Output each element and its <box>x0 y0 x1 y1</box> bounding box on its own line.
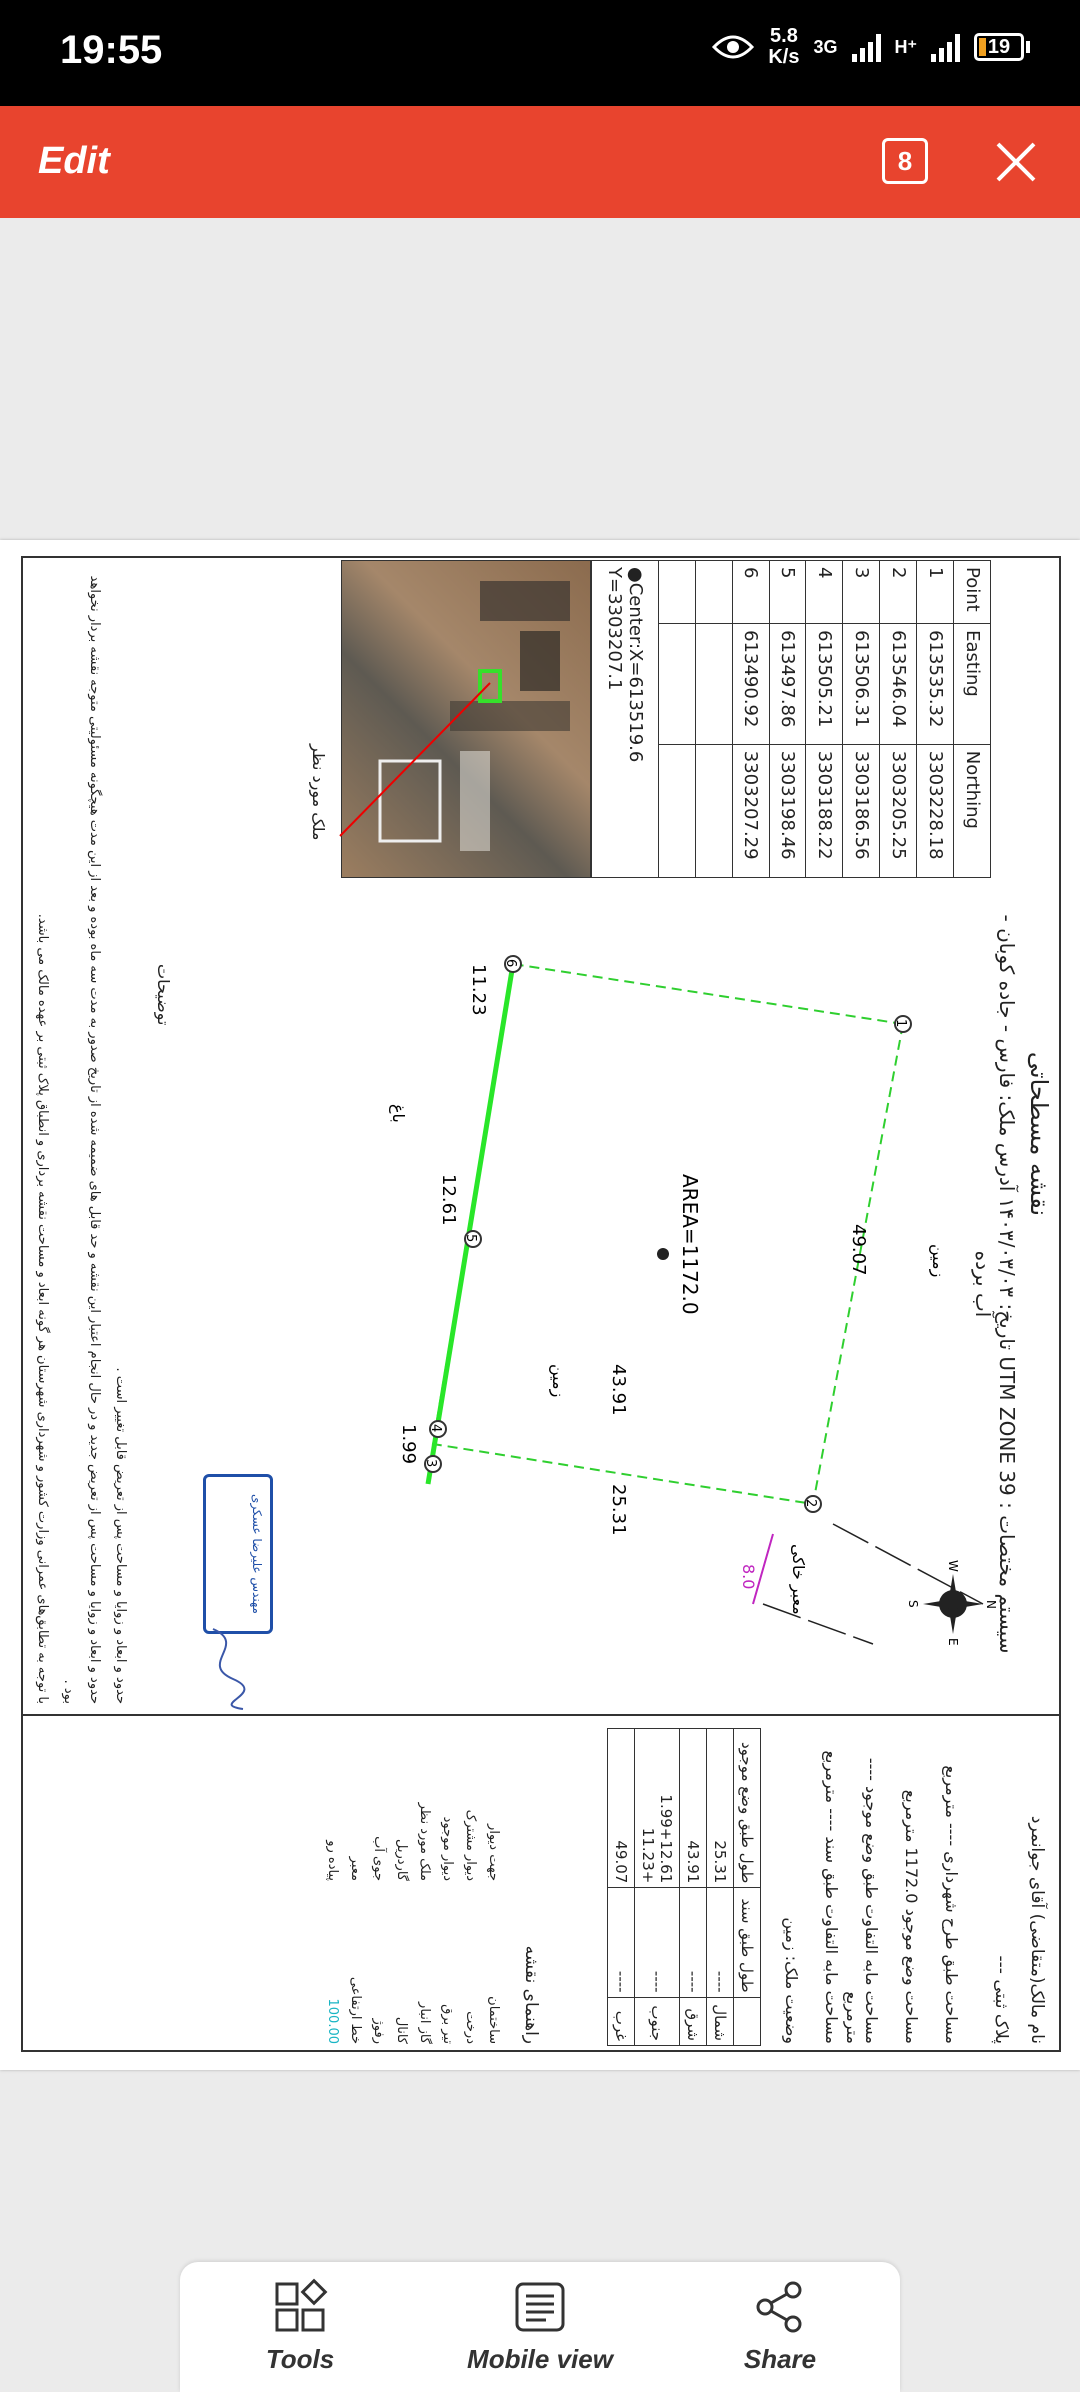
network-type-h: H⁺ <box>894 36 917 57</box>
network-speed: 5.8 K/s <box>768 25 800 68</box>
coordinates-table <box>591 560 991 878</box>
table-cell: 613535.32 <box>917 624 954 745</box>
table-cell: 2 <box>880 561 917 624</box>
signal-icon <box>852 32 881 62</box>
table-row <box>658 561 695 878</box>
legend-item: جوی آب <box>371 1836 386 1881</box>
legend-item: جهت دیوار <box>486 1824 501 1881</box>
point-markers <box>425 956 911 1512</box>
footer-notes <box>29 564 133 1704</box>
point-label: 1 <box>893 1019 908 1028</box>
table-cell: 3303205.25 <box>880 744 917 877</box>
signature-icon <box>193 1624 253 1714</box>
garden-label: باغ <box>389 1104 408 1123</box>
battery-icon <box>974 33 1030 61</box>
table-cell: 613490.92 <box>732 624 769 745</box>
land-label: زمین <box>549 1364 568 1398</box>
app-bar <box>0 106 1080 218</box>
compass-w: W <box>946 1560 960 1572</box>
centroid-marker <box>657 1248 669 1260</box>
dimensions-table <box>607 1728 761 2046</box>
table-cell: 3 <box>843 561 880 624</box>
legend-item: کانال <box>394 2016 409 2044</box>
table-cell: 3303186.56 <box>843 744 880 877</box>
legend-item: درخت <box>463 2011 478 2044</box>
dimension-label: 49.07 <box>848 1224 869 1276</box>
table-cell: 613505.21 <box>806 624 843 745</box>
legend-value: 100.00 <box>325 1998 340 2044</box>
point-label: 3 <box>423 1459 438 1468</box>
footer-line: با توجه به تطابق‌های عمرانی وزارت کشور و شهرداری شهرستان هر گونه ابعاد و مساحت نقشه برداری و انطباق پلاک ثبتی بر عهده مالک می باشد. <box>35 913 50 1704</box>
mobile-view-icon <box>513 2280 567 2334</box>
legend-item: معبر <box>348 1856 363 1881</box>
point-label: 6 <box>503 959 518 968</box>
table-cell: 6 <box>732 561 769 624</box>
point-label: 4 <box>428 1424 443 1433</box>
site-label: ملک مورد نظر <box>309 744 328 841</box>
mobile-view-label: Mobile view <box>467 2343 613 2374</box>
table-row: شمال ---- 25.31 <box>707 1729 734 2046</box>
footer-line: حدود و ابعاد و زوایا و مساحت پس از تعریض جدید و در حال انجام اعتبار این نقشه و حد قابل های ضمیمه شده از تاریخ صدور به مدت سه ماه بوده و بعد از این مدت هیچگونه مسئولیتی متوجه نقشه بردار نخواهد بود . <box>61 575 102 1704</box>
status-icons <box>712 26 1030 68</box>
dimension-label: 43.91 <box>608 1364 629 1416</box>
table-row <box>917 561 954 878</box>
tools-icon <box>273 2280 327 2334</box>
dimension-label: 11.23 <box>468 964 489 1016</box>
table-row <box>806 561 843 878</box>
notes-label: توضیحات <box>154 964 173 1026</box>
legend-item: دیوار موجود <box>440 1816 455 1881</box>
legend-item: ملک مورد نظر <box>417 1802 432 1881</box>
survey-map-sheet <box>7 544 1073 2066</box>
table-row <box>769 561 806 878</box>
street-width-label: 8.0 <box>739 1564 758 1590</box>
legend-item: ساختمان <box>486 1996 501 2044</box>
table-cell: 3303198.46 <box>769 744 806 877</box>
stamp-text: مهندس علیرضا عسکری <box>250 1494 264 1614</box>
table-cell: 613497.86 <box>769 624 806 745</box>
dirt-road-label: معبر خاکی <box>789 1544 808 1615</box>
table-row <box>880 561 917 878</box>
table-cell: 3303228.18 <box>917 744 954 877</box>
dimension-label: 12.61 <box>438 1174 459 1226</box>
area-deed-row: مساحت مابه التفاوت طبق سند ---- مترمربع <box>822 1750 841 2044</box>
share-button[interactable] <box>680 2280 880 2375</box>
table-row: جنوب ---- 1.99+12.61 +11.23 <box>635 1729 680 2046</box>
legend-title: راهنمای نقشه <box>521 1945 541 2044</box>
map-header: سیستم مختصات : UTM ZONE 39 تاریخ: ۱۴۰۳/۰۳/۰۳ آدرس ملک: فارس - جاده کوبان - آب برده <box>971 914 1019 1654</box>
page-count-badge[interactable]: 8 <box>882 138 928 184</box>
table-row: غرب ---- 49.07 <box>608 1729 635 2046</box>
compass-e: E <box>946 1638 960 1646</box>
table-cell: 3303188.22 <box>806 744 843 877</box>
dimension-label: 1.99 <box>398 1424 419 1465</box>
dimension-label: 25.31 <box>608 1484 629 1536</box>
street-line <box>763 1604 873 1644</box>
dims-header-cell: طول طبق سند <box>734 1888 761 1997</box>
tools-label: Tools <box>265 2343 335 2374</box>
table-row: شرق ---- 43.91 <box>680 1729 707 2046</box>
table-header-row <box>954 561 991 878</box>
table-cell: 5 <box>769 561 806 624</box>
clock: 19:55 <box>60 28 163 72</box>
point-label: 2 <box>803 1499 818 1508</box>
table-cell: 3303207.29 <box>732 744 769 877</box>
battery-level: 19 <box>987 35 1011 58</box>
aerial-photo-block <box>341 560 591 878</box>
legend-item: خط ارتفاعی <box>348 1976 363 2044</box>
dims-header-cell: طول طبق وضع موجود <box>734 1729 761 1888</box>
network-type-3g: 3G <box>813 36 838 57</box>
plaque-number: پلاک ثبتی --- <box>991 1955 1011 2044</box>
footer-line: حدود و ابعاد و زوایا و مساحت پس از تعریض قابل تغییر است . <box>113 1367 128 1704</box>
table-row <box>843 561 880 878</box>
compass-s: S <box>906 1600 920 1608</box>
table-cell: 613546.04 <box>880 624 917 745</box>
table-row <box>695 561 732 878</box>
legend-item: پیاده رو <box>325 1840 340 1881</box>
dims-header <box>734 1729 761 2046</box>
document-page[interactable] <box>0 540 1080 2070</box>
status-bar <box>0 0 1080 106</box>
center-coordinates: ●Center:X=613519.6 Y=3303207.1 <box>592 561 659 878</box>
table-header: Point <box>954 561 991 624</box>
table-cell: 4 <box>806 561 843 624</box>
mobile-view-button[interactable] <box>440 2280 640 2375</box>
close-icon[interactable] <box>990 136 1042 188</box>
area-existing-row: مساحت وضع موجود 1172.0 مترمربع <box>902 1789 921 2044</box>
parcel-outline <box>428 964 903 1504</box>
table-row <box>592 561 659 878</box>
legend-item: دیوار مشترک <box>463 1809 478 1881</box>
compass-rose-icon <box>906 1560 998 1646</box>
table-header: Easting <box>954 624 991 745</box>
edit-title[interactable]: Edit <box>38 140 110 182</box>
compass-n: N <box>984 1600 998 1609</box>
area-plan-row: مساحت طبق طرح شهرداری ---- مترمربع <box>942 1765 961 2044</box>
share-label: Share <box>743 2343 817 2374</box>
eye-icon <box>712 33 754 61</box>
owner-name: نام مالک(متقاضی) آقای جوانمرد <box>1027 1815 1047 2044</box>
engineer-stamp <box>203 1474 273 1634</box>
legend-item: تیر برق <box>440 2004 455 2044</box>
signal-icon-2 <box>931 32 960 62</box>
legend-item: گاز انبار <box>417 2002 432 2044</box>
table-header: Northing <box>954 744 991 877</box>
table-cell: 613506.31 <box>843 624 880 745</box>
property-status: وضعیت ملک: زمین <box>782 1917 801 2044</box>
point-label: 5 <box>463 1234 478 1243</box>
legend <box>325 1726 501 2044</box>
area-label: AREA=1172.0 <box>678 1174 702 1315</box>
area-diff-row: مساحت مابه التفاوت طبق وضع موجود ---- مترمربع <box>843 1757 881 2044</box>
legend-item: گاردریل <box>394 1839 409 1881</box>
table-row <box>732 561 769 878</box>
bottom-toolbar <box>180 2262 900 2392</box>
land-label: زمین <box>929 1244 948 1278</box>
share-icon <box>753 2280 807 2334</box>
aerial-detail <box>340 561 590 879</box>
tools-button[interactable] <box>200 2280 400 2375</box>
legend-item: رفوژ <box>371 2018 386 2044</box>
map-title: نقشه مسطحاتی <box>1025 1051 1053 1217</box>
table-cell: 1 <box>917 561 954 624</box>
info-panel <box>21 1714 1061 2054</box>
